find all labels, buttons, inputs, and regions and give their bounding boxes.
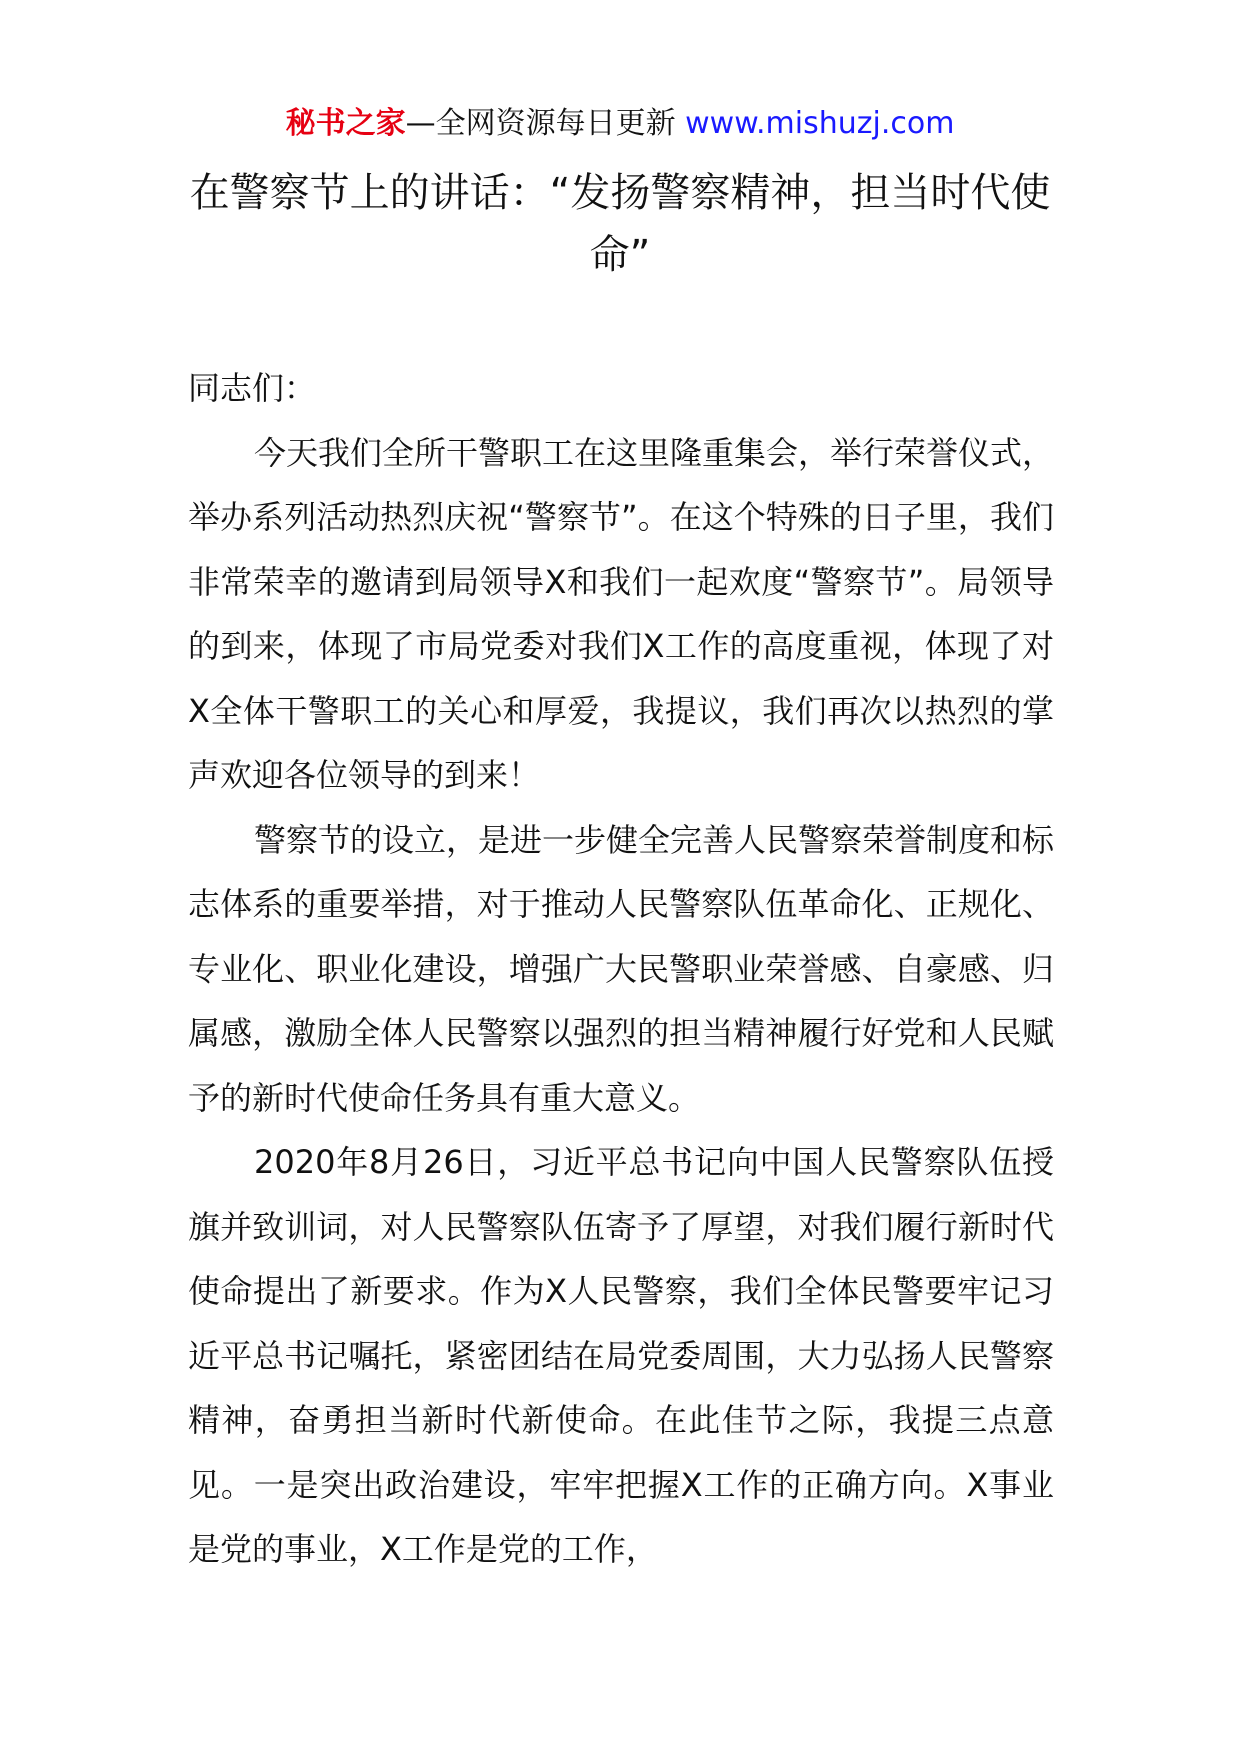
- header-slogan: —全网资源每日更新: [405, 106, 686, 141]
- document-body: [188, 356, 1054, 1582]
- document-title: 在警察节上的讲话：“发扬警察精神，担当时代使命”: [189, 170, 1051, 278]
- site-url-link[interactable]: www.mishuzj.com: [685, 106, 955, 141]
- paragraph-1: 今天我们全所干警职工在这里隆重集会，举行荣誉仪式，举办系列活动热烈庆祝“警察节”。在这个特殊的日子里，我们非常荣幸的邀请到局领导X和我们一起欢度“警察节”。局领导的到来，体现了市局党委对我们X工作的高度重视，体现了对X全体干警职工的关心和厚爱，我提议，我们再次以热烈的掌声欢迎各位领导的到来！: [188, 433, 1055, 794]
- greeting: 同志们：: [188, 369, 317, 407]
- paragraph-3: 2020年8月26日，习近平总书记向中国人民警察队伍授旗并致训词，对人民警察队伍寄予了厚望，对我们履行新时代使命提出了新要求。作为X人民警察，我们全体民警要牢记习近平总书记嘱托，紧密团结在局党委周围，大力弘扬人民警察精神，奋勇担当新时代新使命。在此佳节之际，我提三点意见。一是突出政治建设，牢牢把握X工作的正确方向。X事业是党的事业，X工作是党的工作，: [188, 1143, 1054, 1568]
- brand-name: 秘书之家: [285, 106, 406, 141]
- site-header: [0, 100, 1240, 148]
- paragraph-2: 警察节的设立，是进一步健全完善人民警察荣誉制度和标志体系的重要举措，对于推动人民警察队伍革命化、正规化、专业化、职业化建设，增强广大民警职业荣誉感、自豪感、归属感，激励全体人民警察以强烈的担当精神履行好党和人民赋予的新时代使命任务具有重大意义。: [188, 820, 1055, 1117]
